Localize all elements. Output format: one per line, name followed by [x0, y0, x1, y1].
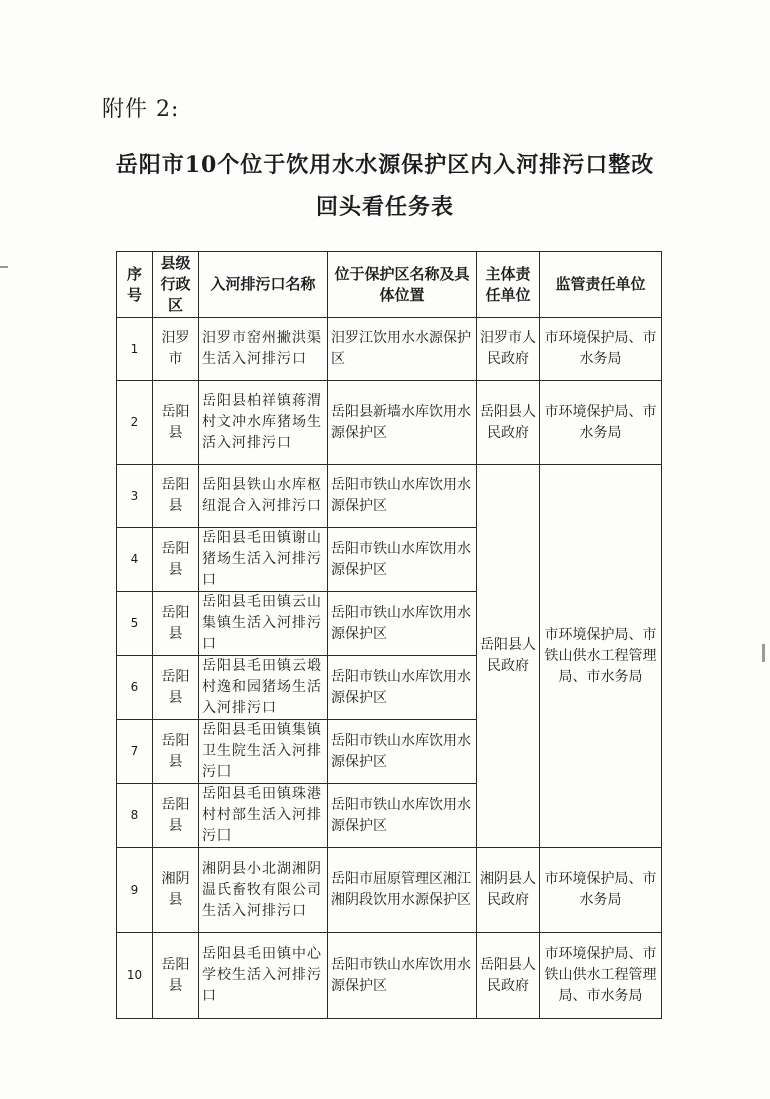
main-unit-merged-cell: 岳阳县人民政府 [477, 465, 540, 848]
main-unit-cell: 岳阳县人民政府 [477, 381, 540, 465]
header-county: 县级行政区 [153, 252, 199, 318]
outlet-cell: 岳阳县柏祥镇蒋渭村文冲水库猪场生活入河排污口 [199, 381, 328, 465]
outlet-cell: 岳阳县毛田镇中心学校生活入河排污口 [199, 933, 328, 1019]
table-row [117, 381, 662, 465]
table-row [117, 318, 662, 381]
outlet-cell: 岳阳县铁山水库枢纽混合入河排污口 [199, 465, 328, 528]
scan-artifact [762, 644, 765, 662]
zone-cell: 岳阳市铁山水库饮用水源保护区 [328, 720, 477, 784]
seq-cell: 8 [117, 784, 153, 848]
table-row [117, 933, 662, 1019]
annex-label: 附件 2: [102, 97, 180, 122]
zone-cell: 岳阳市屈原管理区湘江湘阴段饮用水源保护区 [328, 848, 477, 933]
main-unit-cell: 汨罗市人民政府 [477, 318, 540, 381]
scan-artifact [0, 266, 8, 268]
outlet-cell: 岳阳县毛田镇云塅村逸和园猪场生活入河排污口 [199, 656, 328, 720]
zone-cell: 岳阳县新墙水库饮用水源保护区 [328, 381, 477, 465]
supervisor-merged-cell: 市环境保护局、市铁山供水工程管理局、市水务局 [540, 465, 662, 848]
outlet-cell: 岳阳县毛田镇集镇卫生院生活入河排污囗 [199, 720, 328, 784]
seq-cell: 6 [117, 656, 153, 720]
header-zone: 位于保护区名称及具体位置 [328, 252, 477, 318]
zone-cell: 岳阳市铁山水库饮用水源保护区 [328, 528, 477, 592]
header-supervisor: 监管责任单位 [540, 252, 662, 318]
seq-cell: 7 [117, 720, 153, 784]
zone-cell: 岳阳市铁山水库饮用水源保护区 [328, 465, 477, 528]
county-cell: 岳阳县 [153, 784, 199, 848]
seq-cell: 10 [117, 933, 153, 1019]
header-main-unit: 主体责任单位 [477, 252, 540, 318]
table-header-row [117, 252, 662, 318]
county-cell: 岳阳县 [153, 528, 199, 592]
supervisor-cell: 市环境保护局、市水务局 [540, 381, 662, 465]
seq-cell: 1 [117, 318, 153, 381]
seq-cell: 2 [117, 381, 153, 465]
zone-cell: 岳阳市铁山水库饮用水源保护区 [328, 592, 477, 656]
outlet-cell: 岳阳县毛田镇珠港村村部生活入河排污囗 [199, 784, 328, 848]
zone-cell: 汨罗江饮用水水源保护区 [328, 318, 477, 381]
main-unit-cell: 湘阴县人民政府 [477, 848, 540, 933]
table-row [117, 465, 662, 528]
county-cell: 岳阳县 [153, 465, 199, 528]
supervisor-cell: 市环境保护局、市水务局 [540, 318, 662, 381]
outlet-cell: 汨罗市窑州撇洪渠生活入河排污口 [199, 318, 328, 381]
header-seq: 序号 [117, 252, 153, 318]
header-outlet: 入河排污口名称 [199, 252, 328, 318]
county-cell: 岳阳县 [153, 656, 199, 720]
outlet-cell: 湘阴县小北湖湘阴温氏畜牧有限公司生活入河排污口 [199, 848, 328, 933]
outlet-cell: 岳阳县毛田镇谢山猪场生活入河排污口 [199, 528, 328, 592]
county-cell: 汨罗市 [153, 318, 199, 381]
table-row [117, 848, 662, 933]
seq-cell: 3 [117, 465, 153, 528]
seq-cell: 5 [117, 592, 153, 656]
document-title: 岳阳市10个位于饮用水水源保护区内入河排污口整改 [115, 152, 655, 178]
zone-cell: 岳阳市铁山水库饮用水源保护区 [328, 656, 477, 720]
county-cell: 岳阳县 [153, 592, 199, 656]
county-cell: 岳阳县 [153, 720, 199, 784]
supervisor-cell: 市环境保护局、市铁山供水工程管理局、市水务局 [540, 933, 662, 1019]
document-subtitle: 回头看任务表 [315, 194, 454, 220]
zone-cell: 岳阳市铁山水库饮用水源保护区 [328, 933, 477, 1019]
outlet-cell: 岳阳县毛田镇云山集镇生活入河排污口 [199, 592, 328, 656]
seq-cell: 4 [117, 528, 153, 592]
county-cell: 湘阴县 [153, 848, 199, 933]
seq-cell: 9 [117, 848, 153, 933]
zone-cell: 岳阳市铁山水库饮用水源保护区 [328, 784, 477, 848]
supervisor-cell: 市环境保护局、市水务局 [540, 848, 662, 933]
county-cell: 岳阳县 [153, 381, 199, 465]
county-cell: 岳阳县 [153, 933, 199, 1019]
task-table [116, 251, 662, 1019]
main-unit-cell: 岳阳县人民政府 [477, 933, 540, 1019]
